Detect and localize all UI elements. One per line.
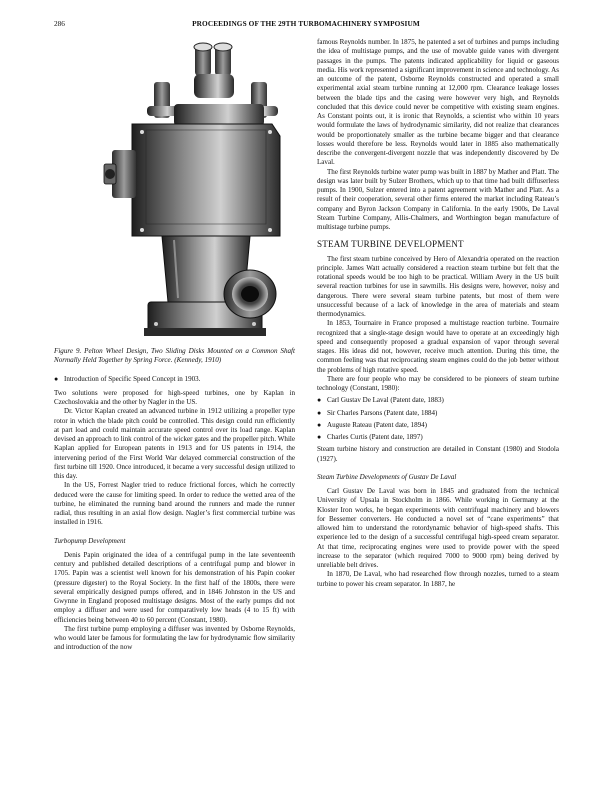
section-heading: STEAM TURBINE DEVELOPMENT <box>317 239 464 250</box>
bullet-item <box>54 375 295 384</box>
paragraph: The first turbine pump employing a diffuser was invented by Osborne Reynolds, who would later be famous for formulating the law for hydrodynamic flow similarity and introduction of the now <box>54 624 295 652</box>
paragraph: Carl Gustav De Laval was born in 1845 and graduated from the technical University of Upsala in Stockholm in 1866. While working in Germany at the Kloster Iron works, he began experiments with centrifugal machinery and blowers for Bessemer converters. He conducted a novel set of “cane experiments” that allowed him to understand the rotordynamic behavior of high-speed shafts. This experience led to the design of a successful centrifugal high-speed cream separator. At that time, reciprocating engines were used to provide power with the speed increase to the separator (which required 7000 to 9000 rpm) being derived by unreliable belt drives. <box>317 487 559 569</box>
page-header <box>54 19 558 31</box>
right-column <box>317 38 559 589</box>
paragraph: In 1853, Tournaire in France proposed a multistage reaction turbine. Tournaire recognized that a single-stage design would have to operate at an exceedingly high speed and consequently proposed a gradual expansion of vapor through several stages. His ideas did not, however, receive much attention. During this time, the common feeling was that reciprocating steam engines could do the job better without the problems of high rotative speed. <box>317 319 559 374</box>
paragraph: There are four people who may be considered to be pioneers of steam turbine technology (Constant, 1980): <box>317 374 559 392</box>
bullet-text: Carl Gustav De Laval (Patent date, 1883) <box>327 396 444 405</box>
paragraph: famous Reynolds number. In 1875, he patented a set of turbines and pumps including the idea of multistage pumps, and the use of movable guide vanes with divergent passages in the pumps. The patents indicated applicability for liquid or gaseous media. His work represented a significant improvement in science and technology. As an outcome of the patent, Osborne Reynolds constructed and operated a small experimental axial steam turbine running at 12,000 rpm. Clearance leakage losses between the blade tips and the casing were however very high, and Reynolds concluded that this device could never be competitive with existing steam engines. As Constant points out, it is ironic that Reynolds, a scientist who within 10 years would formulate the laws of hydrodynamic similarity, did not realize that clearances would be proportionately smaller as the turbine became bigger and that clearance losses would therefore be less. Reynolds would later in 1885 also mathematically describe the convergent-divergent nozzle that was independently discovered by De Laval. <box>317 38 560 167</box>
left-column <box>54 40 295 653</box>
bullet-dot-icon: ● <box>317 396 322 405</box>
bullet-item <box>317 421 559 430</box>
subsection-heading: Turbopump Development <box>54 536 126 545</box>
bullet-text: Charles Curtis (Patent date, 1897) <box>327 433 423 441</box>
bullet-text: Auguste Rateau (Patent date, 1894) <box>327 420 427 429</box>
bullet-text: Introduction of Specific Speed Concept in 1903. <box>64 374 201 383</box>
bullet-text: Sir Charles Parsons (Patent date, 1884) <box>327 408 438 417</box>
page-number: 286 <box>54 19 65 28</box>
subsection-heading: Steam Turbine Developments of Gustav De Laval <box>317 472 457 481</box>
paragraph: Dr. Victor Kaplan created an advanced turbine in 1912 utilizing a propeller type rotor in which the blade pitch could be controlled. This design could run efficiently at part load and could maintain accurate speed control over its load range. Kaplan devised an approach to link control of the wicker gates and the propeller pitch. While Kaplan applied for European patents in 1913 and for US patents in 1914, the intervening period of the First World War delayed commercial construction of the first turbine till 1920. Once introduced, it became a very successful design utilized to this day. <box>54 407 295 481</box>
paragraph: Denis Papin originated the idea of a centrifugal pump in the late seventeenth century and published detailed descriptions of a centrifugal pump and blower in 1705. Papin was a scientist well known for his demonstration of his Papin cooker (pressure digester) to the Royal Society. In the first half of the 1800s, there were several empirically designed pumps offered, and in 1846 Johnston in the US and Gwynne in England proposed multistage designs. Most of the early pumps did not employ a diffuser and were used for comparatively low heads (4 to 15 ft) with efficiencies being between 40 to 60 percent (Constant, 1980). <box>54 550 295 624</box>
bullet-item <box>317 396 559 405</box>
paragraph: In the US, Forrest Nagler tried to reduce frictional forces, which he correctly deduced were the cause for limiting speed. In order to reduce the wetted area of the turbine, he eliminated the running band around the runners and made the runner radial, thus resulting in an axial flow design. Nagler’s first commercial turbine was installed in 1916. <box>54 481 295 527</box>
paragraph: The first steam turbine conceived by Hero of Alexandria operated on the reaction principle. James Watt actually considered a reaction steam turbine but felt that the rotational speeds would be too high to be practical. William Avery in the US built several reaction turbines for use in sawmills. His designs were, however, noisy and dangerous. There were several steam turbine patents, but most of them were unsuccessful because of a lack of knowledge in the area of materials and steam thermodynamics. <box>317 254 559 318</box>
pelton-wheel-illustration <box>54 40 295 341</box>
paragraph: Steam turbine history and construction are detailed in Constant (1980) and Stodola (1927). <box>317 445 559 463</box>
paragraph: The first Reynolds turbine water pump was built in 1887 by Mather and Platt. The design was later built by Sulzer Brothers, which up to that time had built diffuserless pumps. In 1900, Sulzer entered into a patent agreement with Mather and Platt. As a result of their cooperation, several other firms entered the market including Rateau’s company and Byron Jackson Company in California. In the early 1900s, De Laval Steam Turbine Company, Allis-Chalmers, and Worthington began manufacture of multistage turbine pumps. <box>317 167 559 231</box>
pelton-wheel-figure <box>54 40 295 341</box>
paragraph: Two solutions were proposed for high-speed turbines, one by Kaplan in Czechoslovakia and the other by Nagler in the US. <box>54 388 295 407</box>
bullet-item <box>317 433 559 442</box>
bullet-dot-icon: ● <box>317 420 322 429</box>
running-title: PROCEEDINGS OF THE 29TH TURBOMACHINERY SYMPOSIUM <box>192 19 420 28</box>
bullet-dot-icon: ● <box>317 433 322 441</box>
bullet-dot-icon: ● <box>54 374 59 383</box>
bullet-dot-icon: ● <box>317 408 322 417</box>
figure-caption: Figure 9. Pelton Wheel Design, Two Sliding Disks Mounted on a Common Shaft Normally Held Together by Spring Force. (Kennedy, 1910) <box>54 347 295 365</box>
bullet-item <box>317 409 559 418</box>
paragraph: In 1870, De Laval, who had researched flow through nozzles, turned to a steam turbine to power his cream separator. In 1887, he <box>317 570 559 588</box>
